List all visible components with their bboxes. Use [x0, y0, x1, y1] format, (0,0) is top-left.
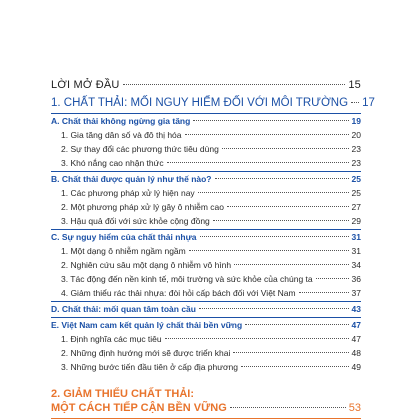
toc-item-title: 3. Những bước tiến đầu tiên ở cấp địa phương: [61, 362, 238, 372]
toc-item-page: 37: [351, 288, 361, 298]
toc-item-title: 1. Các phương pháp xử lý hiện nay: [61, 188, 195, 198]
toc-item-page: 27: [351, 202, 361, 212]
toc-item-page: 31: [351, 246, 361, 256]
toc-item-page: 23: [351, 144, 361, 154]
section-divider: [51, 113, 361, 114]
toc-item-page: 20: [351, 130, 361, 140]
toc-entry-page: 53: [348, 402, 361, 414]
dot-leader: [167, 162, 349, 163]
toc-entry-title: 1. CHẤT THẢI: MỐI NGUY HIỂM ĐỐI VỚI MÔI TRƯỜNG: [51, 97, 349, 109]
toc-item-title: 2. Những định hướng mới sẽ được triển khai: [61, 348, 231, 358]
toc-item-title: 1. Gia tăng dân số và đô thị hóa: [61, 130, 182, 140]
dot-leader: [316, 278, 349, 279]
toc-item-title: 3. Tác động đến nền kinh tế, môi trường và sức khỏe của chúng ta: [61, 274, 313, 284]
toc-entry-page: 25: [351, 174, 361, 184]
toc-entry-page: 47: [351, 320, 361, 330]
toc-item-page: 47: [351, 334, 361, 344]
toc-item-page: 49: [351, 362, 361, 372]
toc-entry-title: A. Chất thải không ngừng gia tăng: [51, 116, 191, 126]
dot-leader: [230, 407, 346, 408]
toc-item-title: 3. Hậu quả đối với sức khỏe cộng đồng: [61, 216, 210, 226]
toc-item-page: 48: [351, 348, 361, 358]
toc-section-c[interactable]: [51, 232, 361, 242]
toc-item[interactable]: [51, 348, 361, 358]
dot-leader: [245, 324, 348, 325]
dot-leader: [213, 220, 349, 221]
toc-entry-title: LỜI MỞ ĐẦU: [51, 79, 120, 91]
dot-leader: [199, 308, 349, 309]
section-divider: [51, 171, 361, 172]
toc-item[interactable]: [51, 246, 361, 256]
dot-leader: [123, 84, 346, 85]
dot-leader: [241, 366, 349, 367]
dot-leader: [185, 134, 349, 135]
toc-item[interactable]: [51, 130, 361, 140]
toc-section-e[interactable]: [51, 320, 361, 330]
dot-leader: [234, 264, 348, 265]
dot-leader: [233, 352, 348, 353]
toc-entry-page: 43: [351, 304, 361, 314]
toc-item[interactable]: [51, 260, 361, 270]
toc-item-title: 3. Khó nắng cao nhận thức: [61, 158, 164, 168]
toc-item[interactable]: [51, 334, 361, 344]
toc-item-title: 1. Định nghĩa các mục tiêu: [61, 334, 162, 344]
toc-entry-title: MỘT CÁCH TIẾP CẬN BỀN VỮNG: [51, 402, 227, 414]
dot-leader: [193, 120, 348, 121]
toc-entry-chapter-1[interactable]: [51, 97, 375, 109]
dot-leader: [299, 292, 349, 293]
toc-item[interactable]: [51, 188, 361, 198]
toc-section-a[interactable]: [51, 116, 361, 126]
toc-entry-page: 31: [351, 232, 361, 242]
toc-item-title: 4. Giảm thiểu rác thải nhựa: đòi hỏi cấp bách đối với Việt Nam: [61, 288, 296, 298]
toc-entry-chapter-2[interactable]: [51, 402, 361, 414]
toc-entry-intro[interactable]: [51, 79, 361, 91]
toc-item[interactable]: [51, 216, 361, 226]
toc-entry-title: B. Chất thải được quản lý như thế nào?: [51, 174, 212, 184]
toc-item[interactable]: [51, 288, 361, 298]
dot-leader: [227, 206, 349, 207]
dot-leader: [198, 192, 349, 193]
toc-entry-title: 2. GIẢM THIỂU CHẤT THẢI:: [51, 388, 194, 400]
toc-item-page: 23: [351, 158, 361, 168]
toc-item-page: 29: [351, 216, 361, 226]
toc-section-d[interactable]: [51, 304, 361, 314]
toc-entry-title: D. Chất thải: mối quan tâm toàn cầu: [51, 304, 196, 314]
toc-item[interactable]: [51, 144, 361, 154]
toc-item-page: 36: [351, 274, 361, 284]
toc-item[interactable]: [51, 274, 361, 284]
dot-leader: [200, 236, 349, 237]
toc-entry-page: 15: [348, 79, 361, 91]
toc-entry-page: 17: [362, 97, 375, 109]
toc-entry-chapter-2-line1[interactable]: [51, 388, 361, 400]
toc-item-title: 2. Một phương pháp xử lý gây ô nhiễm cao: [61, 202, 224, 212]
section-divider: [51, 301, 361, 302]
toc-item[interactable]: [51, 362, 361, 372]
toc-entry-title: E. Việt Nam cam kết quản lý chất thải bền vững: [51, 320, 243, 330]
toc-item-title: 2. Nghiên cứu sâu một dạng ô nhiễm vô hình: [61, 260, 232, 270]
toc-section-b[interactable]: [51, 174, 361, 184]
toc-item-title: 2. Sự thay đổi các phương thức tiêu dùng: [61, 144, 219, 154]
toc-item-page: 34: [351, 260, 361, 270]
toc-item-page: 25: [351, 188, 361, 198]
dot-leader: [165, 338, 349, 339]
dot-leader: [215, 178, 349, 179]
section-divider: [51, 317, 361, 318]
toc-entry-page: 19: [351, 116, 361, 126]
toc-item[interactable]: [51, 158, 361, 168]
toc-item-title: 1. Một dạng ô nhiễm ngầm ngầm: [61, 246, 186, 256]
dot-leader: [189, 250, 349, 251]
dot-leader: [222, 148, 349, 149]
toc-item[interactable]: [51, 202, 361, 212]
toc-entry-title: C. Sự nguy hiểm của chất thải nhựa: [51, 232, 197, 242]
section-divider: [51, 229, 361, 230]
dot-leader: [351, 102, 359, 103]
